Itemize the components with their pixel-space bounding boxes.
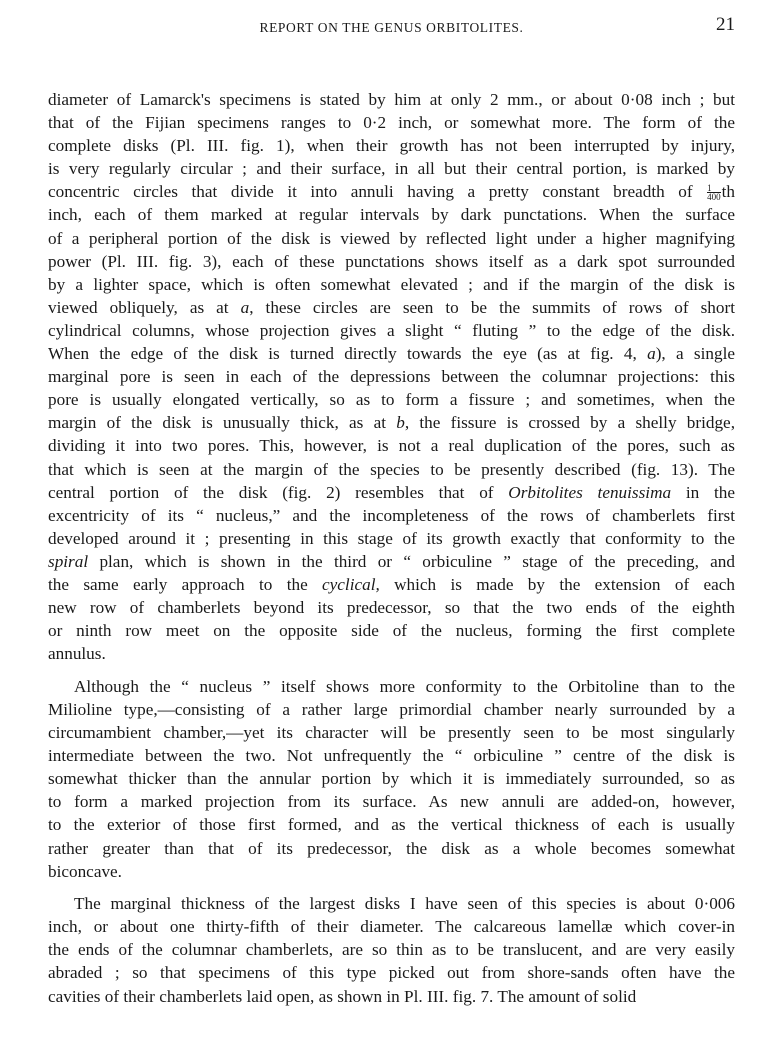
text-line [48, 342, 735, 365]
text-run: of a peripheral portion of the disk is viewed by reflected light under a higher magnifying [48, 228, 735, 248]
text-line [48, 111, 735, 134]
text-run: to form a marked projection from its surface. As new annuli are added-on, however, [48, 792, 735, 812]
text-line [48, 458, 735, 481]
text-line [48, 296, 735, 319]
text-line [48, 227, 735, 250]
text-run: which is made by the extension of each [379, 574, 735, 594]
text-run: by a lighter space, which is often somewhat elevated ; and if the margin of the disk is [48, 274, 735, 294]
paragraph [48, 892, 735, 1007]
text-run: ), a single [655, 344, 735, 364]
text-line [48, 961, 735, 984]
text-line [48, 157, 735, 180]
italic-text: cyclical, [322, 574, 380, 594]
text-run: or ninth row meet on the opposite side of the nucleus, forming the first complete [48, 621, 735, 641]
text-line [48, 434, 735, 457]
text-run: intermediate between the two. Not unfrequently the “ orbiculine ” centre of the disk is [48, 746, 735, 766]
text-run: viewed obliquely, as at [48, 297, 241, 317]
text-line [48, 767, 735, 790]
text-line [48, 860, 735, 883]
text-run: somewhat thicker than the annular portion by which it is immediately surrounded, so as [48, 769, 735, 789]
fraction [707, 184, 721, 201]
text-run: inch, or about one thirty-fifth of their diameter. The calcareous lamellæ which cover-in [48, 917, 735, 937]
text-line [48, 573, 735, 596]
page-number: 21 [716, 14, 735, 35]
text-run: complete disks (Pl. III. fig. 1), when their growth has not been interrupted by injury, [48, 136, 735, 156]
text-line [48, 388, 735, 411]
text-run: , the fissure is crossed by a shelly bridge, [404, 413, 735, 433]
text-line [48, 642, 735, 665]
text-line [48, 411, 735, 434]
text-run: annulus. [48, 644, 106, 664]
text-line [48, 813, 735, 836]
text-run: is very regularly circular ; and their surface, in all but their central portion, is marked by [48, 159, 735, 179]
italic-text: b [396, 413, 405, 433]
text-run: new row of chamberlets beyond its predecessor, so that the two ends of the eighth [48, 598, 735, 618]
fraction-numerator: 1 [707, 184, 721, 193]
text-line [48, 698, 735, 721]
text-run: Milioline type,—consisting of a rather large primordial chamber nearly surrounded by a [48, 699, 735, 719]
running-title: REPORT ON THE GENUS ORBITOLITES. [259, 20, 524, 35]
body-text [48, 88, 735, 1017]
text-line [48, 550, 735, 573]
text-run: the ends of the columnar chamberlets, are so thin as to be translucent, and are very easily [48, 940, 735, 960]
paragraph [48, 675, 735, 883]
paragraph [48, 88, 735, 665]
text-run: biconcave. [48, 861, 122, 881]
text-line [48, 721, 735, 744]
text-run: excentricity of its “ nucleus,” and the incompleteness of the rows of chamberlets first [48, 505, 735, 525]
text-line [48, 985, 735, 1008]
italic-text: a [240, 297, 250, 317]
text-line [48, 319, 735, 342]
text-run: pore is usually elongated vertically, so as to form a fissure ; and sometimes, when the [48, 390, 735, 410]
text-run: plan, which is shown in the third or “ orbiculine ” stage of the preceding, and [88, 551, 735, 571]
text-line [48, 915, 735, 938]
text-run: circumambient chamber,—yet its character will be presently seen to be most singularly [48, 723, 735, 743]
text-run: that of the Fijian specimens ranges to 0·2 inch, or somewhat more. The form of the [48, 113, 735, 133]
text-line [48, 744, 735, 767]
text-run: the same early approach to the [48, 574, 323, 594]
text-line [48, 273, 735, 296]
text-line [48, 504, 735, 527]
text-line [48, 88, 735, 111]
text-run: to the exterior of those first formed, and as the vertical thickness of each is usually [48, 815, 735, 835]
text-run: in the [671, 482, 735, 502]
text-run: cavities of their chamberlets laid open, as shown in Pl. III. fig. 7. The amount of solid [48, 986, 637, 1006]
text-run: rather greater than that of its predecessor, the disk as a whole becomes somewhat [48, 838, 735, 858]
page-header [48, 14, 735, 40]
text-line [48, 250, 735, 273]
text-run: power (Pl. III. fig. 3), each of these punctations shows itself as a dark spot surrounded [48, 251, 735, 271]
text-line [48, 596, 735, 619]
text-line [48, 837, 735, 860]
text-line [48, 134, 735, 157]
text-run: cylindrical columns, whose projection gives a slight “ fluting ” to the edge of the disk. [48, 320, 735, 340]
text-line [48, 790, 735, 813]
text-run: developed around it ; presenting in this stage of its growth exactly that conformity to the [48, 528, 735, 548]
text-run: marginal pore is seen in each of the depressions between the columnar projections: this [48, 367, 735, 387]
text-line [48, 619, 735, 642]
text-line [48, 527, 735, 550]
italic-text: a [647, 344, 656, 364]
italic-text: spiral [48, 551, 89, 571]
text-run: Although the “ nucleus ” itself shows more conformity to the Orbitoline than to the [74, 676, 735, 696]
text-line [48, 203, 735, 226]
text-line [48, 892, 735, 915]
text-line [48, 180, 735, 203]
fraction-denominator: 400 [707, 192, 721, 203]
text-line [48, 481, 735, 504]
text-run: dividing it into two pores. This, however, is not a real duplication of the pores, such as [48, 436, 735, 456]
text-run: The marginal thickness of the largest disks I have seen of this species is about 0·006 [74, 894, 735, 914]
text-run: diameter of Lamarck's specimens is stated by him at only 2 mm., or about 0·08 inch ; but [48, 90, 735, 109]
text-run: that which is seen at the margin of the species to be presently described (fig. 13). The [48, 459, 735, 479]
text-run: When the edge of the disk is turned directly towards the eye (as at fig. 4, [48, 344, 648, 364]
text-run: margin of the disk is unusually thick, as at [48, 413, 397, 433]
text-line [48, 675, 735, 698]
text-run: th [721, 182, 735, 202]
text-line [48, 938, 735, 961]
text-run: , these circles are seen to be the summits of rows of short [249, 297, 735, 317]
text-run: concentric circles that divide it into annuli having a pretty constant breadth of [48, 182, 707, 202]
text-run: inch, each of them marked at regular intervals by dark punctations. When the surface [48, 205, 735, 225]
italic-text: Orbitolites tenuissima [508, 482, 672, 502]
text-run: abraded ; so that specimens of this type picked out from shore-sands often have the [48, 963, 735, 983]
text-line [48, 365, 735, 388]
text-run: central portion of the disk (fig. 2) resembles that of [48, 482, 509, 502]
